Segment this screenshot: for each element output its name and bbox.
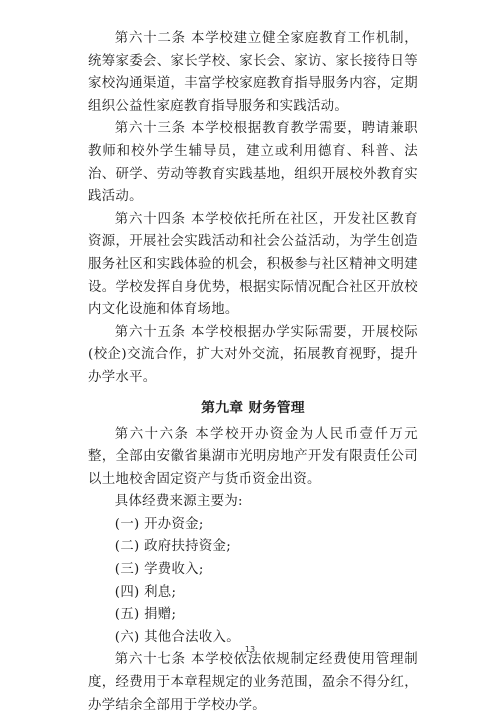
article-66: 第六十六条 本学校开办资金为人民币壹仟万元整，全部由安徽省巢湖市光明房地产开发有限责任公司以土地校舍固定资产与货币资金出资。: [88, 426, 418, 487]
chapter-heading: 第九章 财务管理: [201, 399, 305, 416]
funding-sources-intro: 具体经费来源主要为:: [114, 494, 243, 510]
article-67: 第六十七条 本学校依法依规制定经费使用管理制度，经费用于本章程规定的业务范围，盈余不得分红，办学结余全部用于学校办学。: [88, 652, 418, 713]
funding-source-item: (四) 利息;: [114, 584, 177, 600]
funding-source-item: (六) 其他合法收入。: [114, 629, 240, 645]
funding-source-item: (五) 捐赠;: [114, 607, 177, 623]
funding-source-item: (三) 学费收入;: [114, 562, 204, 578]
funding-source-item: (一) 开办资金;: [114, 516, 204, 532]
article-63: 第六十三条 本学校根据教育教学需要，聘请兼职教师和校外学生辅导员，建立或利用德育、科普、法治、研学、劳动等教育实践基地，组织开展校外教育实践活动。: [88, 121, 418, 205]
article-62: 第六十二条 本学校建立健全家庭教育工作机制，统筹家委会、家长学校、家长会、家访、家长接待日等家校沟通渠道，丰富学校家庭教育指导服务内容，定期组织公益性家庭教育指导服务和实践活动。: [88, 31, 418, 114]
article-65: 第六十五条 本学校根据办学实际需要，开展校际(校企)交流合作，扩大对外交流，拓展教育视野，提升办学水平。: [88, 324, 418, 385]
page-number: 13: [244, 645, 256, 654]
funding-source-item: (二) 政府扶持资金;: [114, 539, 232, 555]
article-64: 第六十四条 本学校依托所在社区，开发社区教育资源，开展社会实践活动和社会公益活动，为学生创造服务社区和实践体验的机会，积极参与社区精神文明建设。学校发挥自身优势，根据实际情况配合社区开放校内文化设施和体育场地。: [88, 211, 418, 318]
